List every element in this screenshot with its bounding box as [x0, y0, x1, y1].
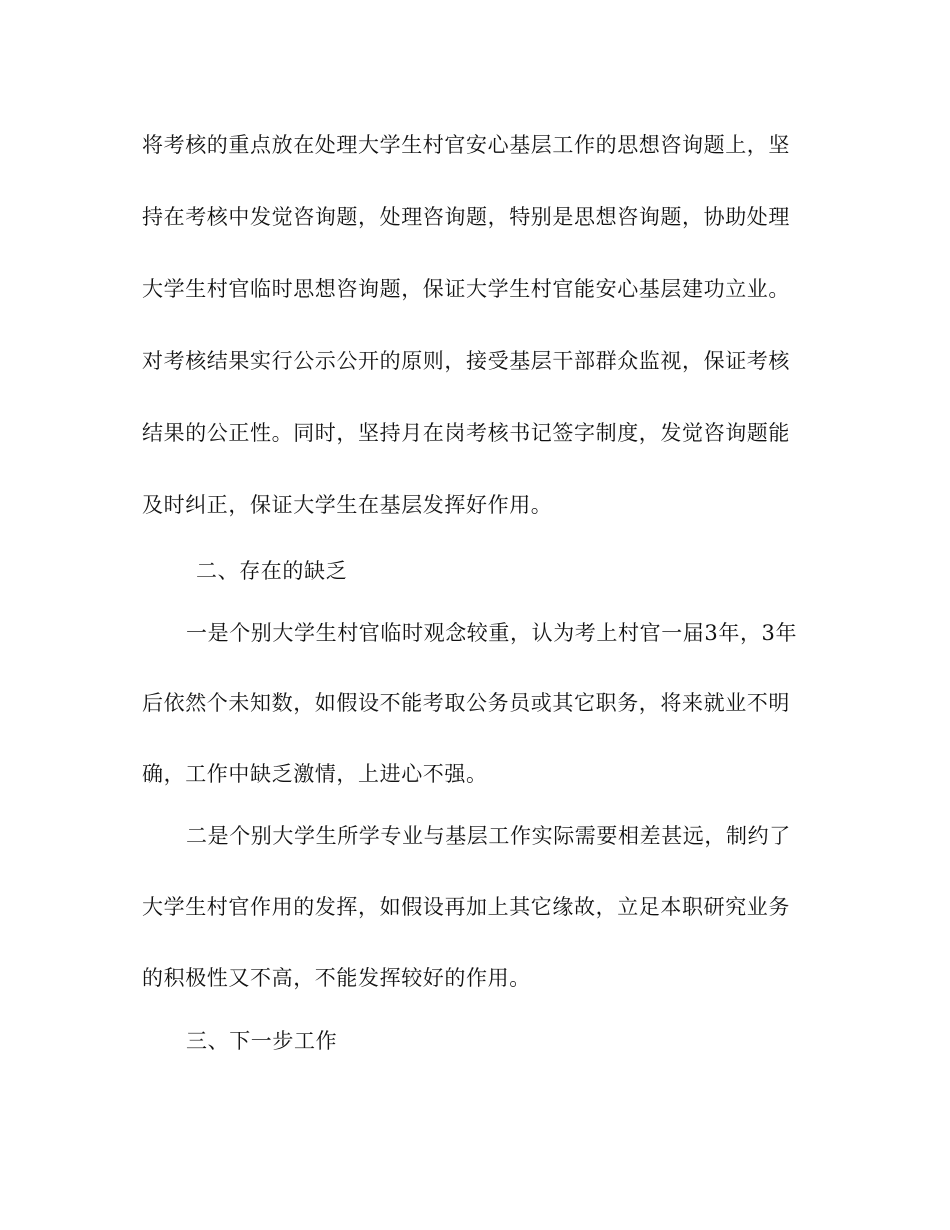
- body-line: 持在考核中发觉咨询题，处理咨询题，特别是思想咨询题，协助处理: [142, 205, 790, 229]
- body-line: 后依然个未知数，如假设不能考取公务员或其它职务，将来就业不明: [142, 691, 790, 715]
- body-line: 大学生村官临时思想咨询题，保证大学生村官能安心基层建功立业。: [142, 277, 790, 301]
- body-line: 结果的公正性。同时，坚持月在岗考核书记签字制度，发觉咨询题能: [142, 421, 790, 445]
- body-line: 二是个别大学生所学专业与基层工作实际需要相差甚远，制约了: [186, 824, 791, 848]
- section-heading: 三、下一步工作: [186, 1029, 338, 1053]
- body-line: 及时纠正，保证大学生在基层发挥好作用。: [142, 493, 553, 517]
- body-line: 大学生村官作用的发挥，如假设再加上其它缘故，立足本职研究业务: [142, 895, 790, 919]
- body-line: 将考核的重点放在处理大学生村官安心基层工作的思想咨询题上，坚: [142, 133, 790, 157]
- section-heading: 二、存在的缺乏: [196, 559, 348, 583]
- body-line: 对考核结果实行公示公开的原则，接受基层干部群众监视，保证考核: [142, 349, 790, 373]
- body-line: 确，工作中缺乏激情，上进心不强。: [142, 762, 488, 786]
- body-line: 一是个别大学生村官临时观念较重，认为考上村官一届3年，3年: [186, 621, 798, 645]
- body-line: 的积极性又不高，不能发挥较好的作用。: [142, 966, 531, 990]
